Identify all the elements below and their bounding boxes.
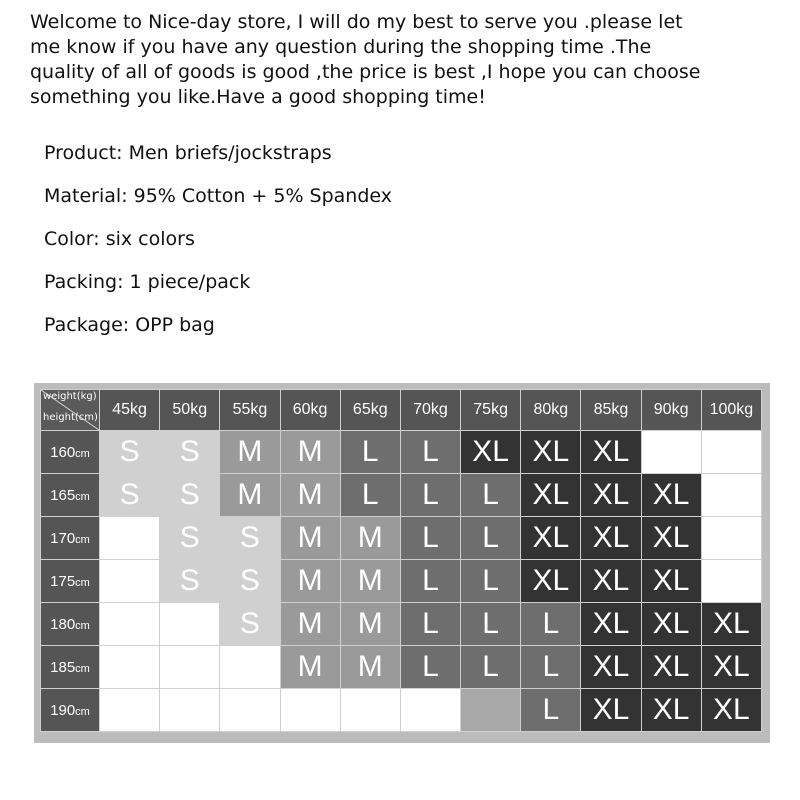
height-header — [41, 474, 100, 517]
size-cell: XL — [701, 689, 761, 732]
size-cell — [220, 646, 280, 689]
size-cell: L — [400, 603, 460, 646]
welcome-text — [30, 10, 760, 110]
size-cell: XL — [521, 474, 581, 517]
weight-header: 80kg — [521, 390, 581, 431]
size-row — [41, 689, 762, 732]
size-cell: XL — [581, 603, 641, 646]
size-cell: L — [521, 603, 581, 646]
size-cell: XL — [521, 560, 581, 603]
size-cell — [160, 689, 220, 732]
size-cell — [100, 603, 160, 646]
size-cell: XL — [521, 431, 581, 474]
size-cell: L — [461, 560, 521, 603]
height-header — [41, 689, 100, 732]
size-cell: XL — [581, 474, 641, 517]
height-unit: cm — [75, 705, 90, 718]
size-cell: XL — [521, 517, 581, 560]
size-cell — [160, 603, 220, 646]
height-header — [41, 646, 100, 689]
size-cell: S — [160, 431, 220, 474]
size-cell: XL — [641, 603, 701, 646]
size-cell: S — [160, 560, 220, 603]
size-row — [41, 560, 762, 603]
size-cell: XL — [461, 431, 521, 474]
size-cell: M — [220, 474, 280, 517]
size-cell: M — [220, 431, 280, 474]
height-value: 175 — [50, 572, 76, 590]
size-cell — [641, 431, 701, 474]
size-cell: S — [220, 560, 280, 603]
size-cell: S — [220, 603, 280, 646]
size-cell — [701, 517, 761, 560]
size-cell: L — [340, 474, 400, 517]
size-row — [41, 474, 762, 517]
welcome-line: something you like.Have a good shopping time! — [30, 86, 486, 108]
height-unit: cm — [75, 576, 90, 589]
size-cell — [701, 431, 761, 474]
size-cell: M — [280, 603, 340, 646]
size-cell: XL — [641, 474, 701, 517]
size-cell: M — [280, 431, 340, 474]
size-cell: XL — [581, 689, 641, 732]
weight-header: 65kg — [340, 390, 400, 431]
height-unit: cm — [75, 662, 90, 675]
size-cell: L — [400, 646, 460, 689]
size-cell: XL — [641, 560, 701, 603]
height-unit: cm — [75, 490, 90, 503]
size-cell: XL — [581, 646, 641, 689]
size-cell — [100, 689, 160, 732]
height-unit: cm — [75, 447, 90, 460]
weight-header: 55kg — [220, 390, 280, 431]
height-unit: cm — [75, 533, 90, 546]
size-cell — [701, 474, 761, 517]
size-cell — [160, 646, 220, 689]
size-cell: XL — [641, 689, 701, 732]
size-cell: XL — [641, 646, 701, 689]
height-unit: cm — [75, 619, 90, 632]
size-row — [41, 603, 762, 646]
size-cell: L — [521, 646, 581, 689]
welcome-line: me know if you have any question during the shopping time .The — [30, 36, 652, 58]
size-cell: XL — [701, 603, 761, 646]
spec-color: Color: six colors — [44, 228, 195, 250]
size-rows — [41, 431, 762, 732]
height-value: 160 — [50, 443, 76, 461]
size-cell: L — [461, 646, 521, 689]
height-header — [41, 603, 100, 646]
size-cell: S — [100, 474, 160, 517]
spec-material: Material: 95% Cotton + 5% Spandex — [44, 185, 393, 207]
weight-header: 75kg — [461, 390, 521, 431]
height-header — [41, 560, 100, 603]
weight-header: 70kg — [400, 390, 460, 431]
size-cell: XL — [581, 560, 641, 603]
weight-header: 45kg — [100, 390, 160, 431]
weight-header: 85kg — [581, 390, 641, 431]
size-cell: XL — [701, 646, 761, 689]
size-cell — [220, 689, 280, 732]
size-cell — [461, 689, 521, 732]
spec-package: Package: OPP bag — [44, 314, 215, 336]
size-cell — [340, 689, 400, 732]
product-specs — [44, 138, 392, 353]
size-chart — [34, 383, 770, 743]
size-cell — [400, 689, 460, 732]
height-header — [41, 431, 100, 474]
height-value: 165 — [50, 486, 76, 504]
size-cell: M — [280, 517, 340, 560]
corner-header — [41, 390, 100, 431]
size-cell: M — [340, 603, 400, 646]
size-cell: L — [461, 603, 521, 646]
size-cell: M — [340, 560, 400, 603]
size-table — [40, 389, 762, 732]
size-cell: L — [400, 474, 460, 517]
size-cell: L — [400, 431, 460, 474]
size-cell — [100, 646, 160, 689]
size-cell: L — [461, 474, 521, 517]
size-cell: S — [160, 517, 220, 560]
size-cell: XL — [641, 517, 701, 560]
size-cell: S — [160, 474, 220, 517]
size-cell: L — [521, 689, 581, 732]
spec-product: Product: Men briefs/jockstraps — [44, 142, 332, 164]
weight-header: 90kg — [641, 390, 701, 431]
size-cell — [100, 517, 160, 560]
size-row — [41, 517, 762, 560]
size-cell — [100, 560, 160, 603]
height-value: 190 — [50, 701, 76, 719]
size-cell: L — [400, 560, 460, 603]
size-cell: M — [280, 560, 340, 603]
size-cell: M — [280, 646, 340, 689]
height-value: 180 — [50, 615, 76, 633]
weight-header: 100kg — [701, 390, 761, 431]
height-value: 185 — [50, 658, 76, 676]
size-cell: XL — [581, 517, 641, 560]
size-cell: M — [280, 474, 340, 517]
size-cell: S — [100, 431, 160, 474]
spec-packing: Packing: 1 piece/pack — [44, 271, 251, 293]
size-cell: S — [220, 517, 280, 560]
size-cell: L — [461, 517, 521, 560]
size-row — [41, 431, 762, 474]
weight-header: 60kg — [280, 390, 340, 431]
size-cell: XL — [581, 431, 641, 474]
size-cell: M — [340, 646, 400, 689]
weight-header-row — [41, 390, 762, 431]
size-cell — [701, 560, 761, 603]
corner-weight-label: weight(kg) — [43, 391, 97, 402]
size-cell: L — [340, 431, 400, 474]
size-cell: M — [340, 517, 400, 560]
size-row — [41, 646, 762, 689]
weight-header: 50kg — [160, 390, 220, 431]
welcome-line: Welcome to Nice-day store, I will do my best to serve you .please let — [30, 11, 683, 33]
welcome-line: quality of all of goods is good ,the price is best ,I hope you can choose — [30, 61, 701, 83]
size-cell — [280, 689, 340, 732]
corner-height-label: height(cm) — [43, 412, 98, 423]
height-header — [41, 517, 100, 560]
size-cell: L — [400, 517, 460, 560]
height-value: 170 — [50, 529, 76, 547]
